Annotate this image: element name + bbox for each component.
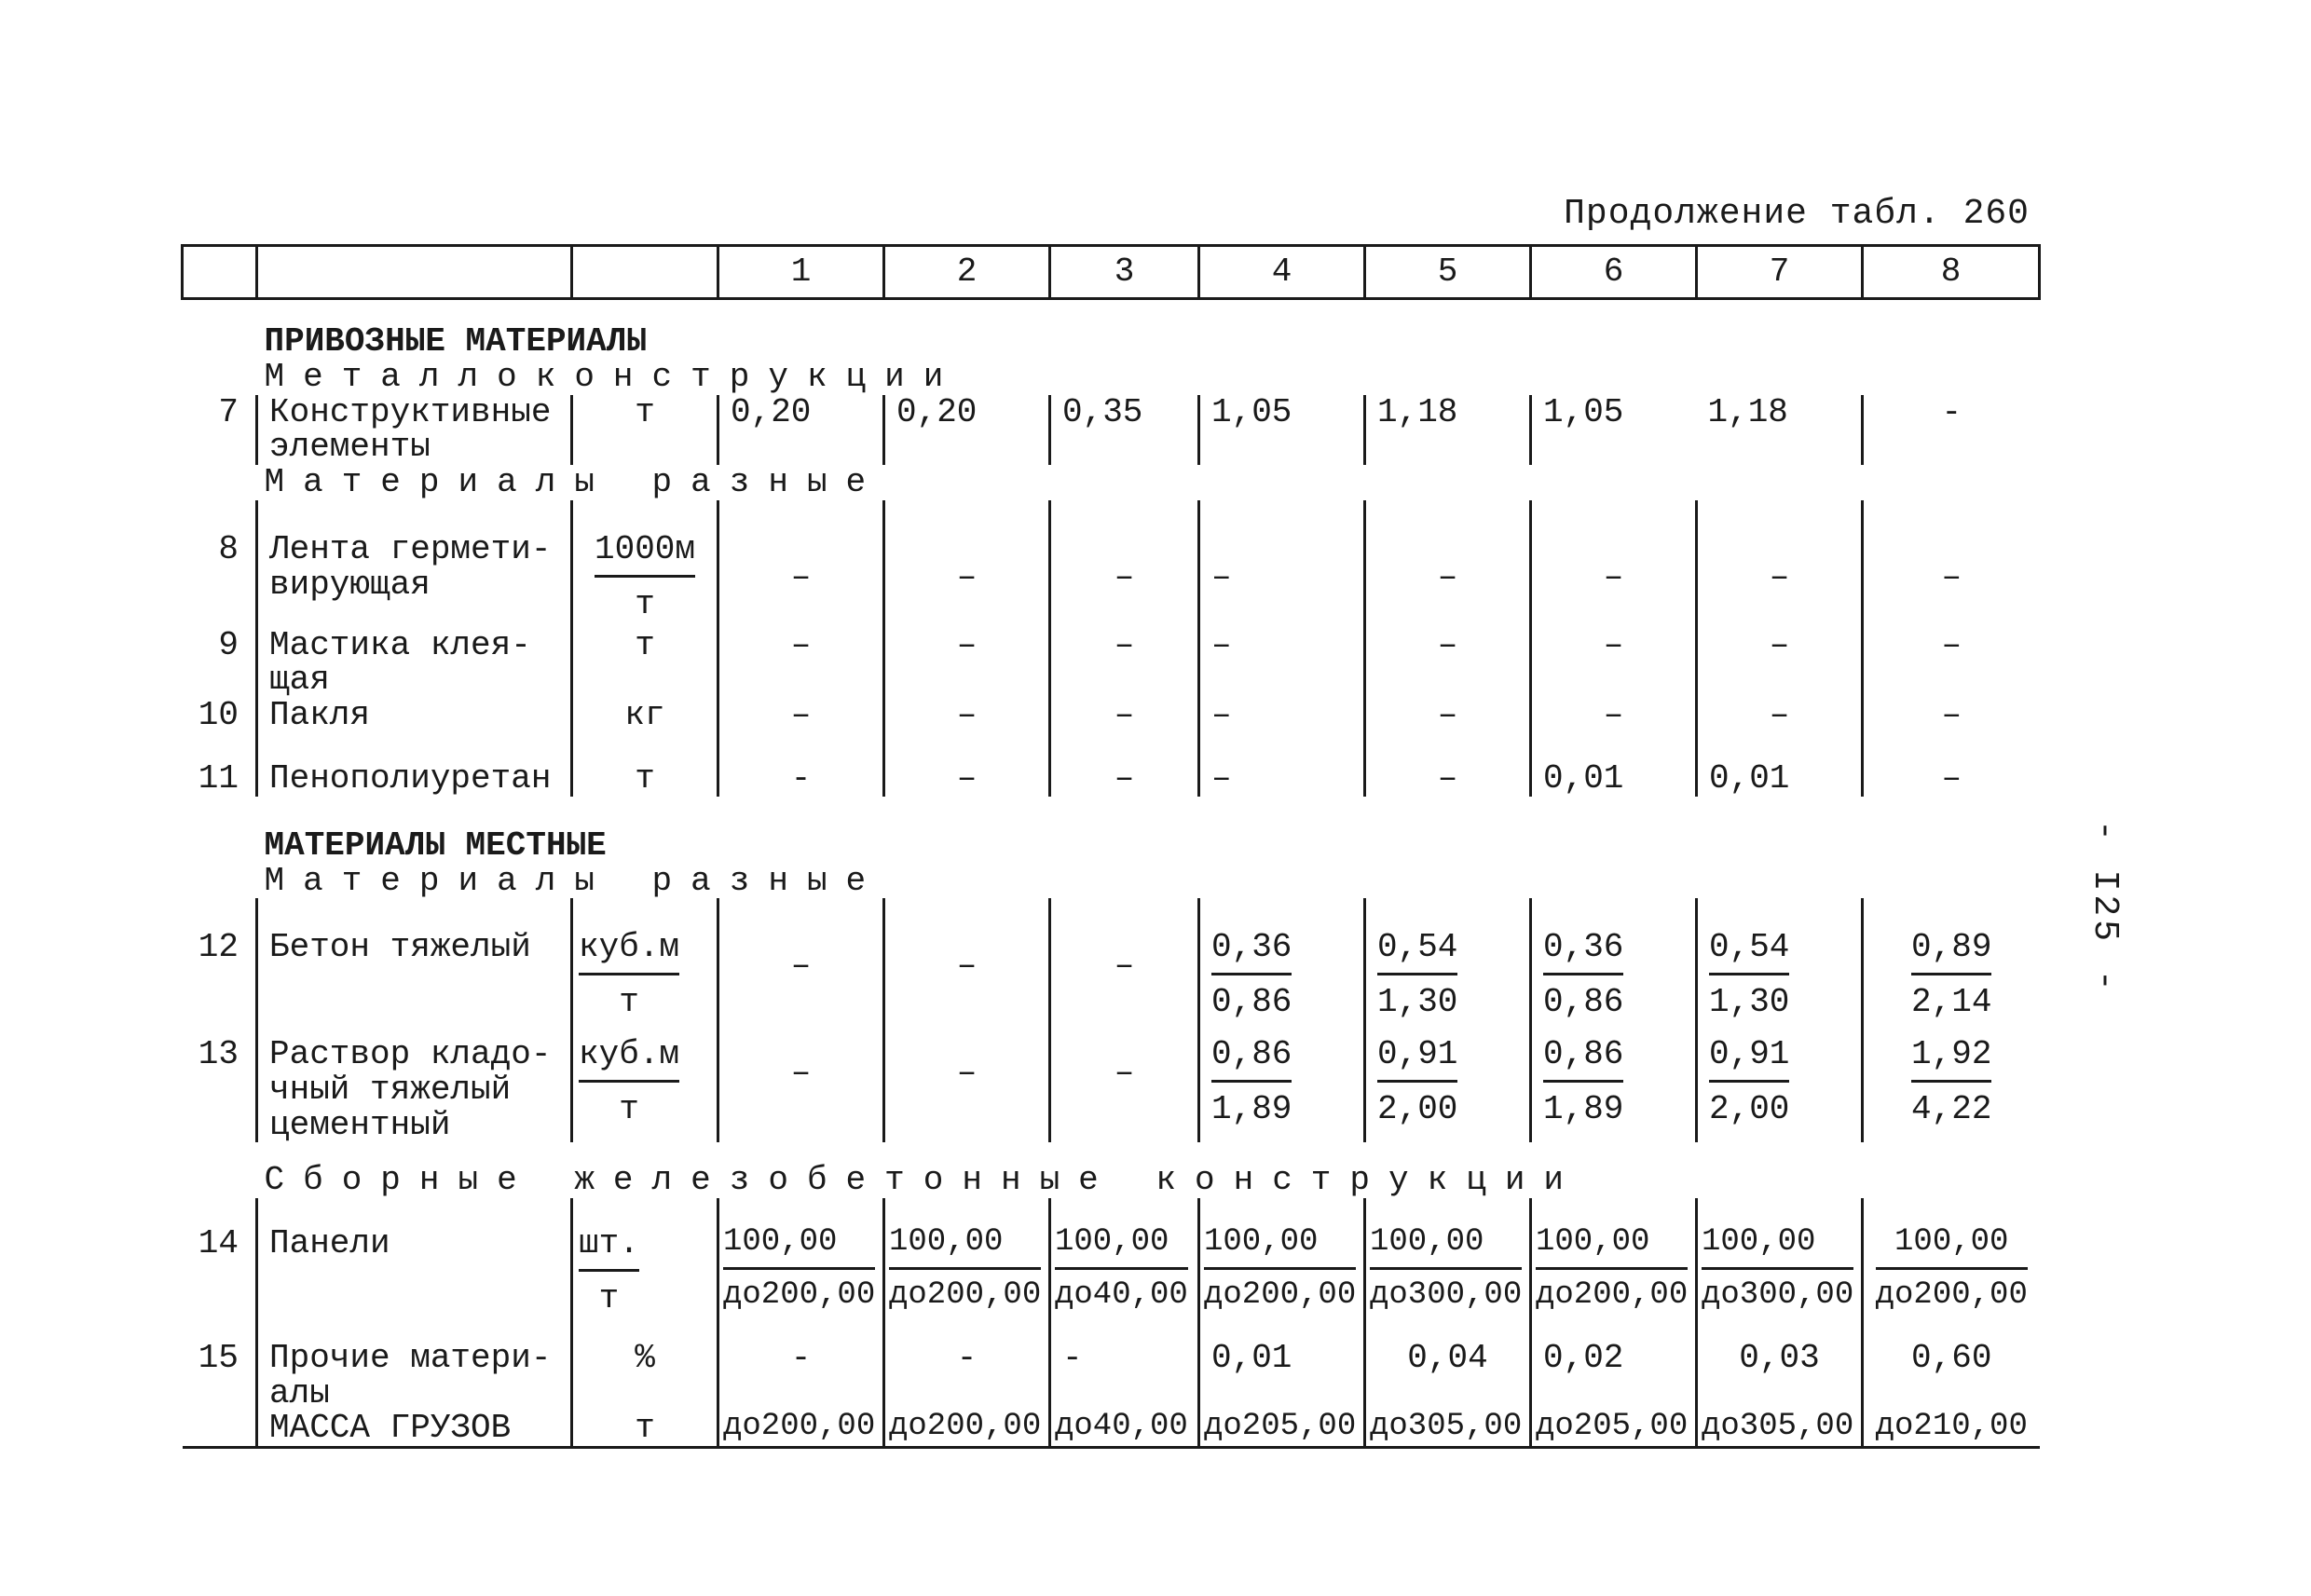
row-name: Раствор кладо- xyxy=(269,1034,552,1073)
cell: 1,30 xyxy=(1709,983,1790,1022)
row-unit: т xyxy=(635,758,655,798)
cell: – xyxy=(1199,733,1365,797)
row-unit: т xyxy=(572,1411,718,1447)
table-caption: Продолжение табл. 260 xyxy=(1564,194,2030,234)
header-col-2: 2 xyxy=(884,246,1050,299)
cell: – xyxy=(884,500,1050,622)
row-unit: т xyxy=(619,1089,639,1128)
cell: – xyxy=(884,698,1050,733)
header-col-8: 8 xyxy=(1863,246,2040,299)
header-col-7: 7 xyxy=(1697,246,1863,299)
section-misc: Материалы разные xyxy=(264,861,885,900)
cell: 0,02 xyxy=(1531,1316,1697,1412)
row-unit: т xyxy=(635,625,655,664)
row-name: Пакля xyxy=(257,698,572,733)
row-name: элементы xyxy=(269,428,431,467)
cell: – xyxy=(1697,698,1863,733)
table-row xyxy=(183,1020,2040,1142)
cell: - xyxy=(1050,1316,1199,1412)
materials-table xyxy=(181,244,2041,1449)
cell: до300,00 xyxy=(1370,1276,1523,1313)
header-col-3: 3 xyxy=(1050,246,1199,299)
row-unit: т xyxy=(598,1278,620,1317)
cell: 100,00 xyxy=(1055,1226,1188,1270)
row-name: щая xyxy=(269,661,330,700)
cell: 100,00 xyxy=(1536,1226,1688,1270)
cell: до200,00 xyxy=(1204,1276,1357,1313)
row-name: цементный xyxy=(269,1105,451,1144)
row-unit: шт. xyxy=(579,1226,639,1272)
cell: до205,00 xyxy=(1531,1411,1697,1447)
cell: – xyxy=(1050,733,1199,797)
row-number: 14 xyxy=(198,1224,239,1263)
row-name: Пенополиуретан xyxy=(257,733,572,797)
cell: 0,54 xyxy=(1709,930,1789,975)
cell: – xyxy=(1697,500,1863,622)
cell: 0,04 xyxy=(1365,1316,1531,1412)
cell: – xyxy=(1199,622,1365,699)
row-number: 12 xyxy=(198,928,239,967)
cell: – xyxy=(1863,622,2040,699)
row-name: алы xyxy=(269,1373,330,1412)
row-number: 13 xyxy=(198,1034,239,1073)
table-row xyxy=(183,395,2040,466)
cell: 100,00 xyxy=(889,1226,1041,1270)
cell: 1,89 xyxy=(1543,1089,1624,1128)
page-number: - I25 - xyxy=(2085,820,2125,995)
cell: – xyxy=(718,500,884,622)
section-precast: Сборные железобетонные конструкции xyxy=(264,1161,1583,1200)
row-unit: % xyxy=(635,1338,655,1377)
cell: до200,00 xyxy=(1875,1276,2028,1313)
cell: 100,00 xyxy=(1702,1226,1853,1270)
section-row xyxy=(183,465,2040,500)
cell: 0,89 xyxy=(1911,930,1991,975)
table-row xyxy=(183,622,2040,699)
cell: – xyxy=(1365,733,1531,797)
cell: – xyxy=(1365,622,1531,699)
cell: – xyxy=(1531,622,1697,699)
header-col-6: 6 xyxy=(1531,246,1697,299)
cell: 4,22 xyxy=(1911,1089,1992,1128)
cell: - xyxy=(1863,395,2040,466)
section-local: МАТЕРИАЛЫ МЕСТНЫЕ xyxy=(264,825,607,865)
cell: 2,00 xyxy=(1377,1089,1458,1128)
row-unit: куб.м xyxy=(579,930,679,975)
row-name: вирующая xyxy=(269,565,431,604)
cell: до205,00 xyxy=(1199,1411,1365,1447)
cell: - xyxy=(718,733,884,797)
cell: 0,60 xyxy=(1863,1316,2040,1412)
cell: 0,20 xyxy=(718,395,884,466)
cell: до305,00 xyxy=(1697,1411,1863,1447)
row-name: Прочие матери- xyxy=(269,1338,552,1377)
row-unit: т xyxy=(635,584,655,623)
row-number: 11 xyxy=(198,758,239,798)
cell: - xyxy=(718,1316,884,1412)
cell: – xyxy=(1863,698,2040,733)
row-number: 10 xyxy=(198,696,239,735)
row-unit: т xyxy=(619,983,639,1022)
row-unit: кг xyxy=(624,696,665,735)
cell: до300,00 xyxy=(1702,1276,1854,1313)
cell: – xyxy=(1199,698,1365,733)
cell: – xyxy=(1365,500,1531,622)
cell: до40,00 xyxy=(1050,1411,1199,1447)
cell: – xyxy=(1050,622,1199,699)
row-unit: 1000м xyxy=(595,532,695,578)
cell: 0,91 xyxy=(1377,1037,1457,1083)
row-name: Лента гермети- xyxy=(269,529,552,568)
cell: – xyxy=(718,898,884,1020)
cell: 0,86 xyxy=(1543,1037,1623,1083)
cell: 0,54 xyxy=(1377,930,1457,975)
cell: до200,00 xyxy=(723,1276,876,1313)
row-name: чный тяжелый xyxy=(269,1070,512,1109)
section-row xyxy=(183,1142,2040,1198)
cell: 100,00 xyxy=(1876,1226,2028,1270)
table-row xyxy=(183,1316,2040,1412)
cell: до200,00 xyxy=(718,1411,884,1447)
cell: 2,14 xyxy=(1911,983,1992,1022)
cell: – xyxy=(1365,698,1531,733)
cell: – xyxy=(1199,500,1365,622)
cell: до200,00 xyxy=(1536,1276,1689,1313)
row-number: 7 xyxy=(218,392,239,431)
cell: – xyxy=(1863,500,2040,622)
cell: 100,00 xyxy=(1204,1226,1356,1270)
cell: 0,35 xyxy=(1050,395,1199,466)
cell: – xyxy=(718,1020,884,1142)
cell: – xyxy=(1531,698,1697,733)
cell: – xyxy=(884,1020,1050,1142)
cell: – xyxy=(1531,500,1697,622)
cell: 0,01 xyxy=(1697,733,1863,797)
cell: до200,00 xyxy=(884,1411,1050,1447)
section-imported: ПРИВОЗНЫЕ МАТЕРИАЛЫ xyxy=(264,322,647,361)
row-name: Мастика клея- xyxy=(269,625,531,664)
cell: – xyxy=(1050,500,1199,622)
table-row xyxy=(183,733,2040,797)
table-row xyxy=(183,898,2040,1020)
cell: – xyxy=(1050,698,1199,733)
row-unit: т xyxy=(635,392,655,431)
row-number: 15 xyxy=(198,1338,239,1377)
cell: 0,86 xyxy=(1543,983,1624,1022)
cell: – xyxy=(718,622,884,699)
cell: 0,86 xyxy=(1211,983,1292,1022)
cell: 0,20 xyxy=(884,395,1050,466)
cell: 1,18 xyxy=(1707,392,1788,431)
cell: 1,89 xyxy=(1211,1089,1292,1128)
cell: 0,91 xyxy=(1709,1037,1789,1083)
header-col-4: 4 xyxy=(1199,246,1365,299)
header-col-5: 5 xyxy=(1365,246,1531,299)
cell: – xyxy=(1050,898,1199,1020)
cell: – xyxy=(1697,622,1863,699)
cell: 0,36 xyxy=(1211,930,1292,975)
cell: 1,05 xyxy=(1199,395,1365,466)
cell: 1,30 xyxy=(1377,983,1458,1022)
table-row-total xyxy=(183,1411,2040,1447)
cell: до210,00 xyxy=(1863,1411,2040,1447)
cell: 2,00 xyxy=(1709,1089,1790,1128)
cell: 0,36 xyxy=(1543,930,1623,975)
cell: – xyxy=(884,733,1050,797)
cell: 1,92 xyxy=(1911,1037,1991,1083)
section-misc: Материалы разные xyxy=(264,463,885,502)
cell: – xyxy=(718,698,884,733)
cell: 1,18 xyxy=(1365,395,1531,466)
cell: 0,86 xyxy=(1211,1037,1292,1083)
row-name: Бетон тяжелый xyxy=(257,898,572,1020)
table-row xyxy=(183,698,2040,733)
cell: - xyxy=(884,1316,1050,1412)
row-name: МАССА ГРУЗОВ xyxy=(257,1411,572,1447)
cell: до200,00 xyxy=(889,1276,1042,1313)
cell: 0,01 xyxy=(1199,1316,1365,1412)
cell: до305,00 xyxy=(1365,1411,1531,1447)
row-number: 9 xyxy=(218,625,239,664)
row-number: 8 xyxy=(218,529,239,568)
row-unit: куб.м xyxy=(579,1037,679,1083)
cell: – xyxy=(1863,733,2040,797)
cell: – xyxy=(884,622,1050,699)
header-row xyxy=(183,246,2040,299)
row-name: Панели xyxy=(257,1198,572,1316)
cell: 0,01 xyxy=(1531,733,1697,797)
cell: 100,00 xyxy=(723,1226,875,1270)
cell: 1,05 xyxy=(1531,395,1697,466)
cell: до40,00 xyxy=(1055,1276,1188,1313)
cell: – xyxy=(1050,1020,1199,1142)
cell: 100,00 xyxy=(1370,1226,1522,1270)
section-row xyxy=(183,797,2040,899)
cell: – xyxy=(884,898,1050,1020)
section-metal: Металлоконструкции xyxy=(264,357,963,396)
table-row xyxy=(183,500,2040,622)
header-col-1: 1 xyxy=(718,246,884,299)
table-row xyxy=(183,1198,2040,1316)
cell: 0,03 xyxy=(1697,1316,1863,1412)
section-row xyxy=(183,299,2040,395)
row-name: Конструктивные xyxy=(269,392,552,431)
